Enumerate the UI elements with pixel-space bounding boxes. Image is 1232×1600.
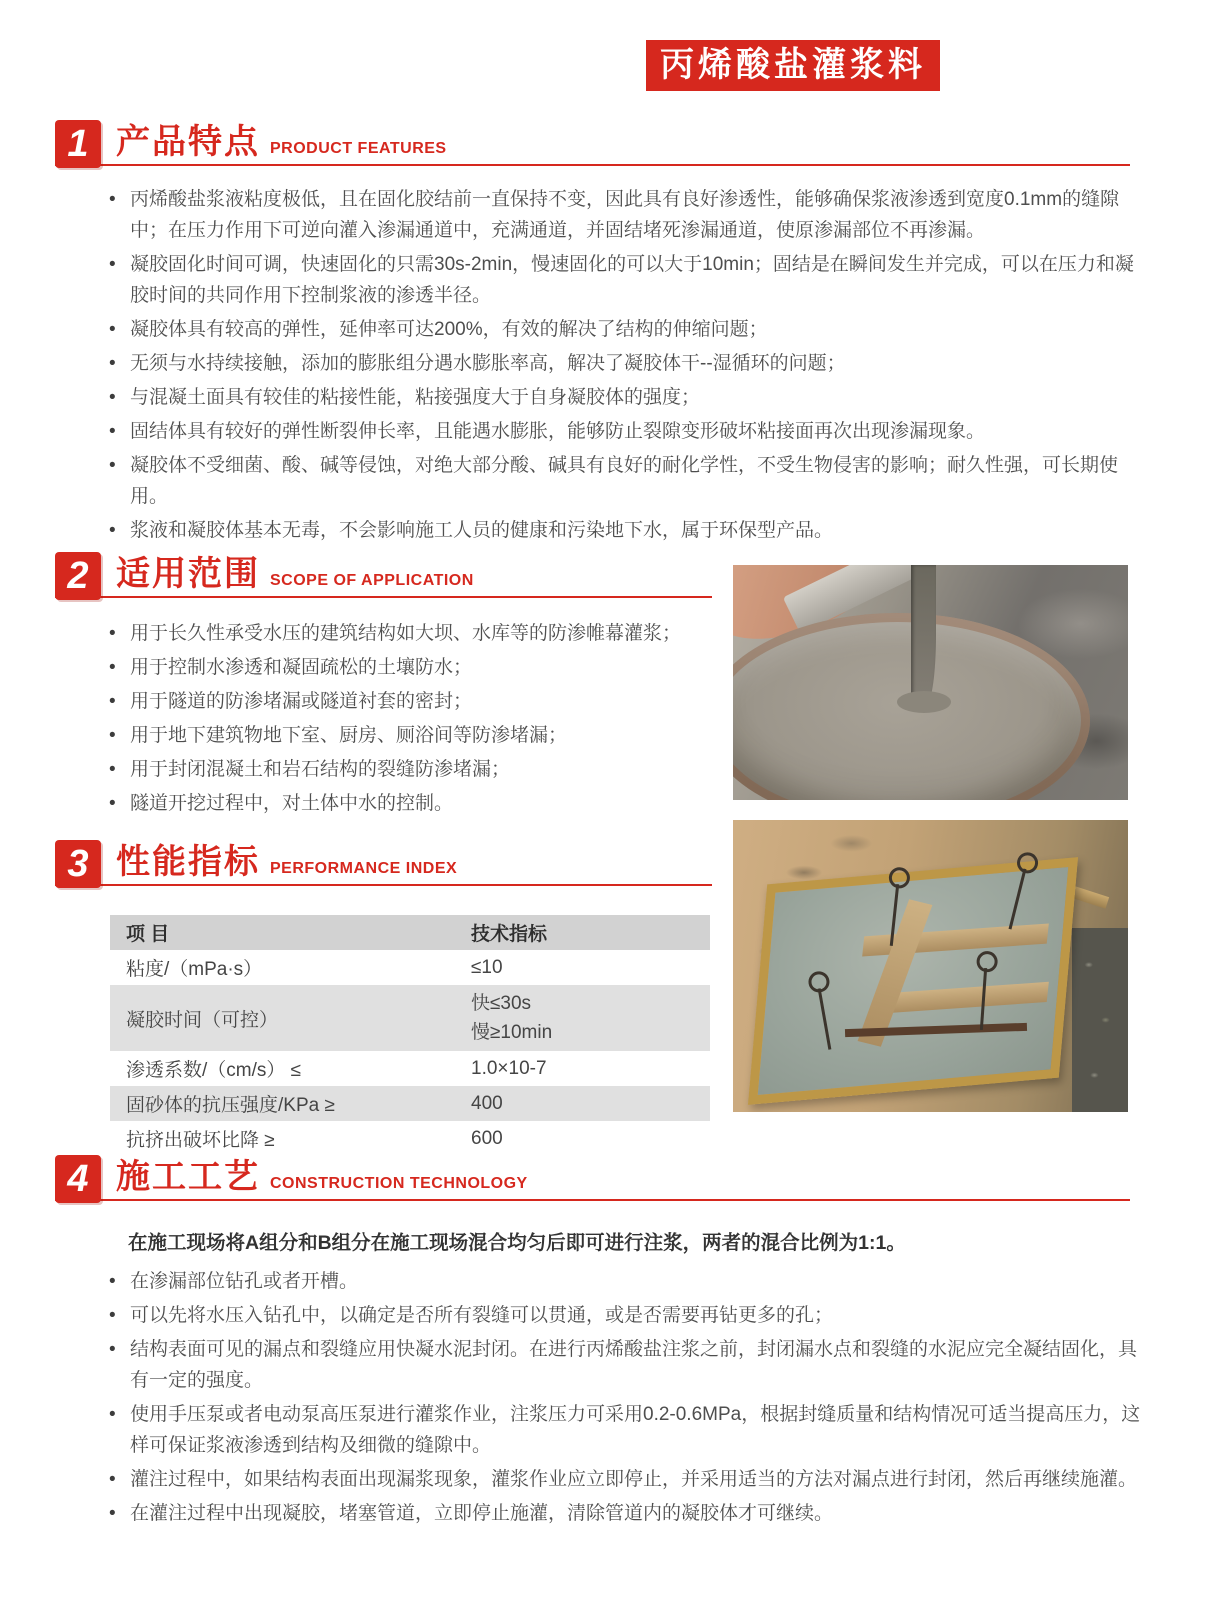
construction-list — [100, 1266, 1145, 1529]
list-item: • 用于隧道的防渗堵漏或隧道衬套的密封； — [100, 688, 730, 715]
list-item: • 浆液和凝胶体基本无毒，不会影响施工人员的健康和污染地下水，属于环保型产品。 — [100, 515, 1140, 546]
formwork-frame-shape — [748, 857, 1078, 1105]
value-line: 快≤30s — [471, 993, 532, 1014]
list-item: • 凝胶固化时间可调，快速固化的只需30s-2min，慢速固化的可以大于10min；固结是在瞬间发生并完成，可以在压力和凝胶时间的共同作用下控制浆液的渗透半径。 — [100, 249, 1140, 311]
gravel-strip-shape — [1072, 928, 1128, 1112]
table-row — [110, 985, 710, 1051]
list-item: • 凝胶体具有较高的弹性，延伸率可达200%，有效的解决了结构的伸缩问题； — [100, 314, 1140, 345]
table-row — [110, 950, 710, 985]
table-row — [110, 1051, 710, 1086]
performance-table-wrap — [110, 915, 710, 1156]
value-line: 慢≥10min — [471, 1022, 553, 1043]
list-item: • 在灌注过程中出现凝胶，堵塞管道，立即停止施灌，清除管道内的凝胶体才可继续。 — [100, 1498, 1145, 1529]
section-subtitle: PERFORMANCE INDEX — [270, 860, 458, 877]
grout-mixing-photo — [733, 565, 1128, 800]
section-title: 施工工艺 — [116, 1158, 260, 1196]
section-header-performance — [55, 840, 712, 886]
list-item: • 丙烯酸盐浆液粘度极低，且在固化胶结前一直保持不变，因此具有良好渗透性，能够确保浆液渗透到宽度0.1mm的缝隙中；在压力作用下可逆向灌入渗漏通道中，充满通道，并固结堵死渗漏通道，使原渗漏部位不再渗漏。 — [100, 184, 1140, 246]
list-item: • 用于地下建筑物地下室、厨房、厕浴间等防渗堵漏； — [100, 722, 730, 749]
table-cell-value: ≤10 — [471, 956, 503, 978]
concrete-formwork-photo — [733, 820, 1128, 1112]
section-subtitle: PRODUCT FEATURES — [270, 140, 447, 157]
table-row — [110, 1121, 710, 1156]
list-item: • 固结体具有较好的弹性断裂伸长率，且能遇水膨胀，能够防止裂隙变形破坏粘接面再次出现渗漏现象。 — [100, 416, 1140, 447]
features-list — [100, 184, 1140, 549]
list-item: • 可以先将水压入钻孔中，以确定是否所有裂缝可以贯通，或是否需要再钻更多的孔； — [100, 1300, 1145, 1331]
scope-list — [100, 620, 730, 824]
section-header-features — [55, 120, 1130, 166]
list-item: • 无须与水持续接触，添加的膨胀组分遇水膨胀率高，解决了凝胶体干--湿循环的问题； — [100, 348, 1140, 379]
section-title: 性能指标 — [116, 843, 260, 881]
table-cell-value: 400 — [471, 1092, 503, 1114]
table-header-value: 技术指标 — [471, 924, 548, 945]
list-item: • 隧道开挖过程中，对土体中水的控制。 — [100, 790, 730, 817]
section-subtitle: SCOPE OF APPLICATION — [270, 572, 474, 589]
table-cell-item: 粘度/（mPa·s） — [126, 959, 263, 980]
list-item: • 与混凝土面具有较佳的粘接性能，粘接强度大于自身凝胶体的强度； — [100, 382, 1140, 413]
section-number-badge: 2 — [55, 552, 101, 600]
construction-intro: 在施工现场将A组分和B组分在施工现场混合均匀后即可进行注浆，两者的混合比例为1:1。 — [128, 1232, 906, 1254]
table-cell-item: 凝胶时间（可控） — [126, 1009, 279, 1031]
table-cell-item: 抗挤出破坏比降 ≥ — [126, 1130, 275, 1151]
section-number-badge: 1 — [55, 120, 101, 168]
table-cell-item: 渗透系数/（cm/s） ≤ — [126, 1060, 302, 1081]
table-header-row — [110, 915, 710, 950]
table-cell-value: 1.0×10-7 — [471, 1057, 547, 1079]
list-item: • 用于控制水渗透和凝固疏松的土壤防水； — [100, 654, 730, 681]
list-item: • 用于封闭混凝土和岩石结构的裂缝防渗堵漏； — [100, 756, 730, 783]
performance-table — [110, 915, 710, 1156]
section-title: 产品特点 — [116, 123, 260, 161]
list-item: • 结构表面可见的漏点和裂缝应用快凝水泥封闭。在进行丙烯酸盐注浆之前，封闭漏水点和裂缝的水泥应完全凝结固化，具有一定的强度。 — [100, 1334, 1145, 1396]
grout-stream-shape — [911, 565, 936, 703]
section-number-badge: 4 — [55, 1155, 101, 1203]
table-cell-value: 600 — [471, 1127, 503, 1149]
list-item: • 灌注过程中，如果结构表面出现漏浆现象，灌浆作业应立即停止，并采用适当的方法对漏点进行封闭，然后再继续施灌。 — [100, 1464, 1145, 1495]
list-item: • 使用手压泵或者电动泵高压泵进行灌浆作业，注浆压力可采用0.2-0.6MPa，根据封缝质量和结构情况可适当提高压力，这样可保证浆液渗透到结构及细微的缝隙中。 — [100, 1399, 1145, 1461]
section-header-scope — [55, 552, 712, 598]
table-header-item: 项 目 — [126, 924, 170, 945]
construction-content — [100, 1228, 1145, 1532]
section-title: 适用范围 — [116, 555, 260, 593]
list-item: • 用于长久性承受水压的建筑结构如大坝、水库等的防渗帷幕灌浆； — [100, 620, 730, 647]
section-header-construction — [55, 1155, 1130, 1201]
table-row — [110, 1086, 710, 1121]
table-cell-value — [455, 985, 710, 1051]
list-item: • 凝胶体不受细菌、酸、碱等侵蚀，对绝大部分酸、碱具有良好的耐化学性，不受生物侵害的影响；耐久性强，可长期使用。 — [100, 450, 1140, 512]
table-cell-item: 固砂体的抗压强度/KPa ≥ — [126, 1095, 335, 1116]
list-item: • 在渗漏部位钻孔或者开槽。 — [100, 1266, 1145, 1297]
section-subtitle: CONSTRUCTION TECHNOLOGY — [270, 1175, 528, 1192]
section-number-badge: 3 — [55, 840, 101, 888]
product-title-banner: 丙烯酸盐灌浆料 — [646, 40, 940, 91]
